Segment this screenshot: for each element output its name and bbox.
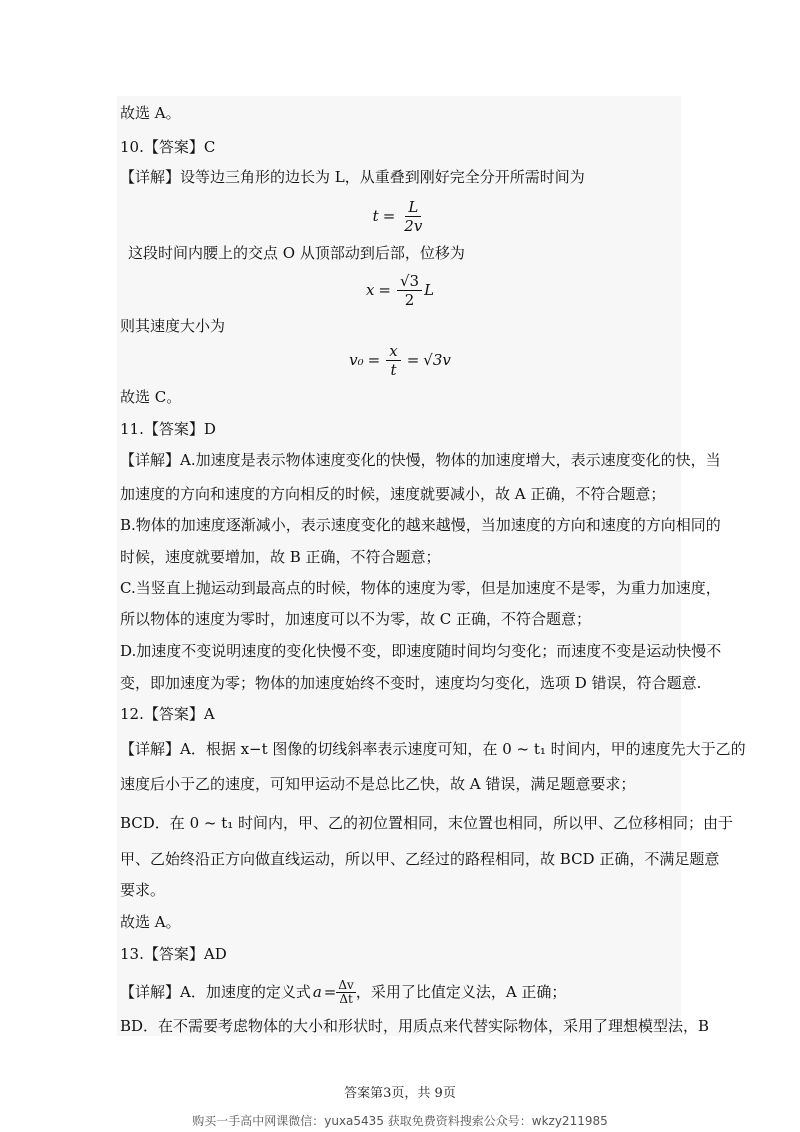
text-line: B.物体的加速度逐渐减小，表示速度变化的越来越慢，当加速度的方向和速度的方向相同的 <box>120 516 721 534</box>
text-line: 甲、乙始终沿正方向做直线运动，所以甲、乙经过的路程相同，故 BCD 正确，不满足题意 <box>120 850 720 868</box>
answer-heading-13: 13.【答案】AD <box>120 945 227 963</box>
text-line: 故选 A。 <box>120 104 181 122</box>
eq-fraction: $\frac{x}{t}$ <box>386 342 400 379</box>
answer-heading-12: 12.【答案】A <box>120 705 215 723</box>
equation-displacement: x = $\frac{√3}{2}$ L <box>365 271 435 309</box>
text-line: BCD．在 0 ~ t₁ 时间内，甲、乙的初位置相同，末位置也相同，所以甲、乙位移相同；由于 <box>120 814 734 832</box>
text-line: 要求。 <box>120 881 166 899</box>
eq-fraction: $\frac{√3}{2}$ <box>397 272 422 309</box>
eq-lhs: v₀ <box>349 351 364 369</box>
answer-heading-11: 11.【答案】D <box>120 420 216 438</box>
text-line: 【详解】A.加速度是表示物体速度变化的快慢，物体的加速度增大，表示速度变化的快，当 <box>120 451 721 469</box>
text-line: D.加速度不变说明速度的变化快慢不变，即速度随时间均匀变化；而速度不变是运动快慢不 <box>120 642 722 660</box>
equation-velocity: v₀ = $\frac{x}{t}$ = √3v <box>349 341 451 379</box>
text-line: 加速度的方向和速度的方向相反的时候，速度就要减小，故 A 正确，不符合题意； <box>120 485 666 503</box>
equation-time: t = $\frac{L}{2v}$ <box>120 196 680 236</box>
page-number: 答案第3页，共 9页 <box>344 1086 456 1101</box>
eq-tail: L <box>424 281 435 299</box>
text-line: C.当竖直上抛运动到最高点的时候，物体的速度为零，但是加速度不是零，为重力加速度， <box>120 579 721 597</box>
text-line: 这段时间内腰上的交点 O 从顶部动到后部，位移为 <box>128 244 465 262</box>
text-line: 则其速度大小为 <box>120 317 226 335</box>
eq-lhs: t <box>372 207 379 225</box>
text-line: 【详解】设等边三角形的边长为 L，从重叠到刚好完全分开所需时间为 <box>120 168 585 186</box>
text-line: 变，即加速度为零；物体的加速度始终不变时，速度均匀变化，选项 D 错误，符合题意. <box>120 674 702 692</box>
eq-lhs: x <box>365 281 375 299</box>
text-line: 时候，速度就要增加，故 B 正确，不符合题意； <box>120 548 441 566</box>
text-line: 所以物体的速度为零时，加速度可以不为零，故 C 正确，不符合题意； <box>120 610 592 628</box>
eq-fraction: $\frac{\Delta v}{\Delta t}$ <box>338 977 354 1006</box>
footer-ad: 购买一手高中网课微信：yuxa5435 获取免费资料搜索公众号：wkzy211985 <box>192 1114 608 1128</box>
eq-rhs: √3v <box>423 351 451 369</box>
answer-heading-10: 10.【答案】C <box>120 138 216 156</box>
text-line: 【详解】A．根据 x−t 图像的切线斜率表示速度可知，在 0 ~ t₁ 时间内，甲的速度先大于乙的 <box>120 740 746 758</box>
text-line: BD．在不需要考虑物体的大小和形状时，用质点来代替实际物体，采用了理想模型法，B <box>120 1017 710 1035</box>
text-line: 故选 C。 <box>120 388 182 406</box>
eq-lhs: a <box>312 983 322 1001</box>
text-line: 速度后小于乙的速度，可知甲运动不是总比乙快，故 A 错误，满足题意要求； <box>120 775 636 793</box>
text-line: 【详解】A．加速度的定义式 a = $\frac{\Delta v}{\Delta t}$ ，采用了比值定义法，A 正确； <box>120 977 567 1006</box>
text-line: 故选 A。 <box>120 913 181 931</box>
eq-fraction: $\frac{L}{2v}$ <box>404 197 423 235</box>
